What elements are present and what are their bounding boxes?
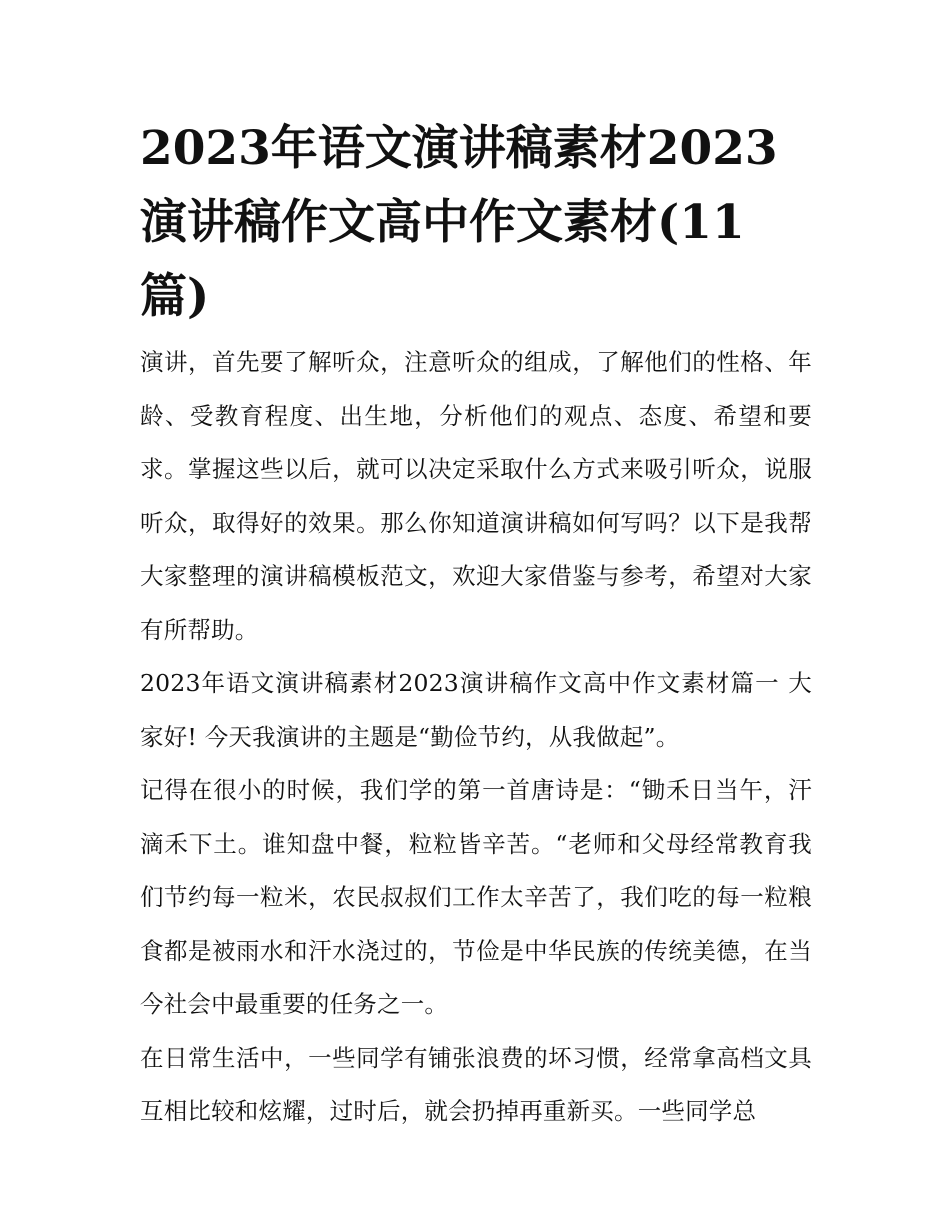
document-title: 2023年语文演讲稿素材2023演讲稿作文高中作文素材(11篇) (140, 121, 778, 324)
paragraph-speech-opening: 2023年语文演讲稿素材2023演讲稿作文高中作文素材篇一 大家好! 今天我演讲的主题是“勤俭节约，从我做起”。 (140, 669, 812, 751)
paragraph-intro: 演讲，首先要了解听众，注意听众的组成，了解他们的性格、年龄、受教育程度、出生地，分析他们的观点、态度、希望和要求。掌握这些以后，就可以决定采取什么方式来吸引听众，说服听众，取得好的效果。那么你知道演讲稿如何写吗？以下是我帮大家整理的演讲稿模板范文，欢迎大家借鉴与参考，希望对大家有所帮助。 (140, 348, 812, 644)
document-page (140, 112, 812, 1139)
paragraph-childhood-poem: 记得在很小的时候，我们学的第一首唐诗是：“锄禾日当午，汗滴禾下土。谁知盘中餐，粒粒皆辛苦。“老师和父母经常教育我们节约每一粒米，农民叔叔们工作太辛苦了，我们吃的每一粒粮食都是被雨水和汗水浇过的，节俭是中华民族的传统美德，在当今社会中最重要的任务之一。 (140, 776, 812, 1018)
paragraph-daily-waste: 在日常生活中，一些同学有铺张浪费的坏习惯，经常拿高档文具互相比较和炫耀，过时后，就会扔掉再重新买。一些同学总 (140, 1043, 812, 1125)
